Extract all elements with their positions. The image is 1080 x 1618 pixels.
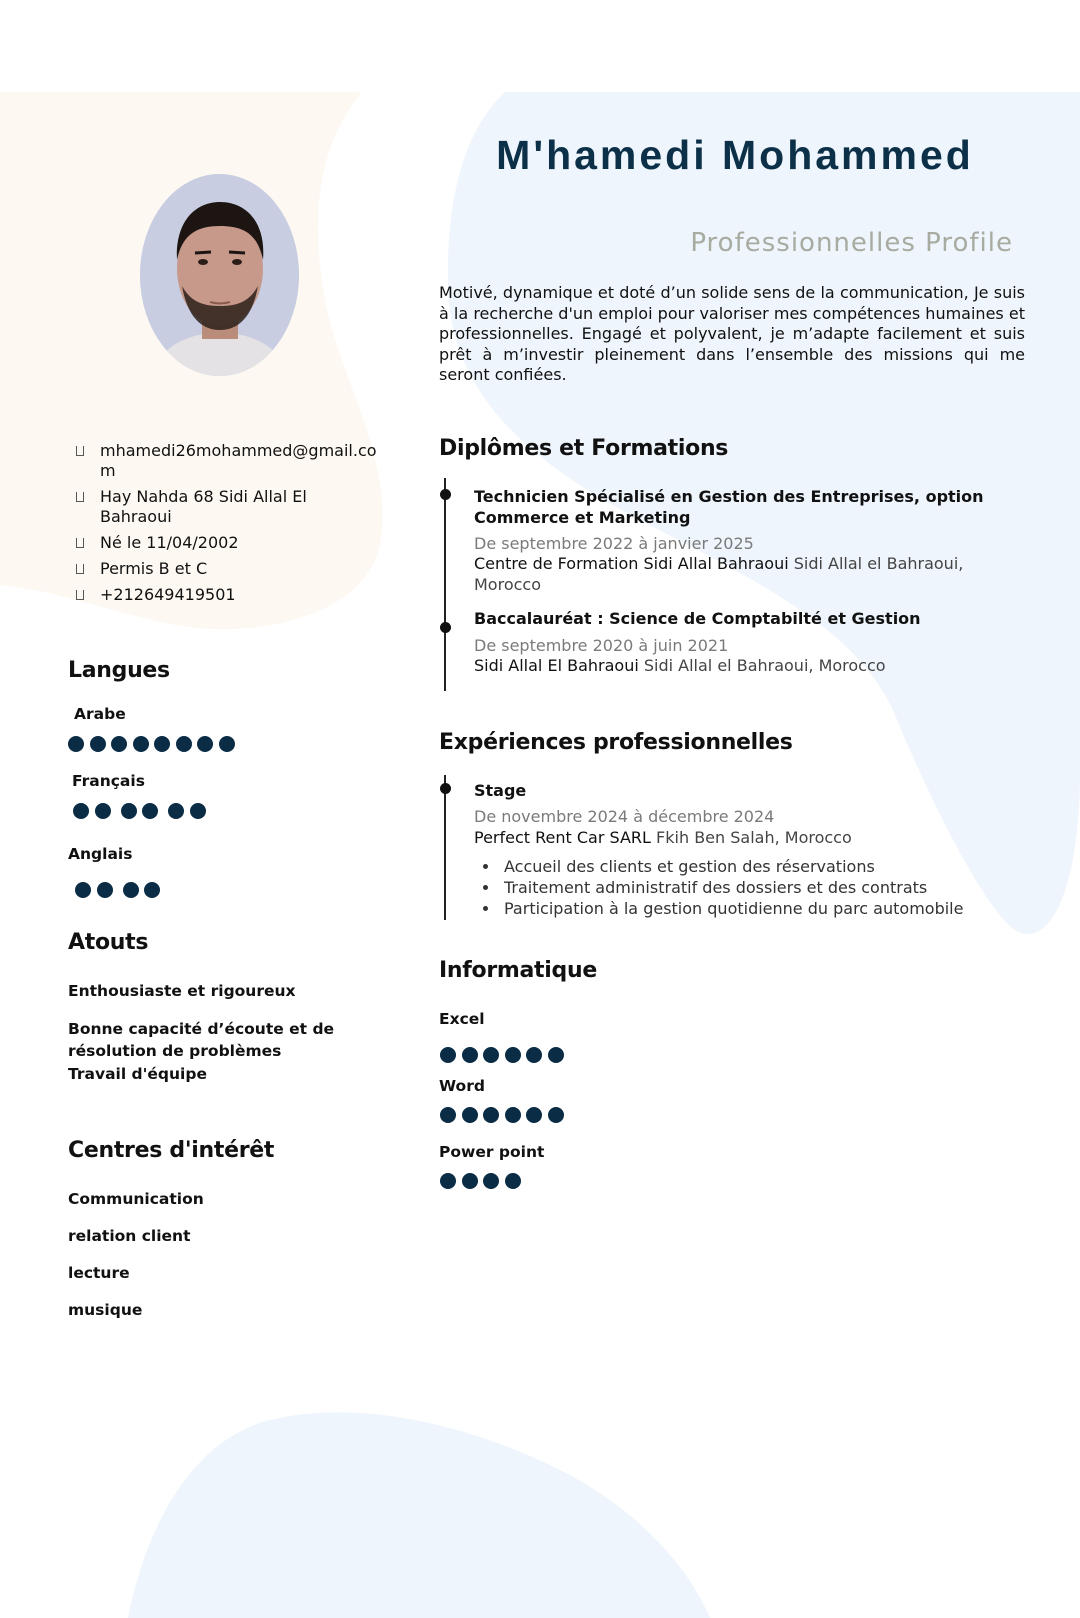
level-dot <box>190 803 206 819</box>
skill-level-word <box>440 1107 569 1123</box>
level-dot <box>462 1173 478 1189</box>
job-place <box>474 828 994 849</box>
phone-icon <box>76 590 84 600</box>
level-dot <box>548 1107 564 1123</box>
timeline-dot <box>440 622 451 633</box>
level-dot <box>176 736 192 752</box>
blue-blob-bottom <box>128 1412 710 1618</box>
phone-text: +212649419501 <box>100 585 236 604</box>
profile-title: Professionnelles Profile <box>690 228 1013 258</box>
contact-address <box>72 487 377 527</box>
language-name: Français <box>72 772 145 790</box>
degree-place <box>474 656 994 677</box>
skill-level-powerpoint <box>440 1173 526 1189</box>
level-dot <box>68 736 84 752</box>
job-date: De novembre 2024 à décembre 2024 <box>474 807 775 826</box>
level-dot <box>75 882 91 898</box>
skill-level-excel <box>440 1047 569 1063</box>
degree-date: De septembre 2022 à janvier 2025 <box>474 534 754 553</box>
school-location: Sidi Allal el Bahraoui, Morocco <box>643 656 886 675</box>
contact-info <box>72 441 377 611</box>
company-name: Perfect Rent Car SARL <box>474 828 651 847</box>
level-dot <box>505 1107 521 1123</box>
atout-item: Enthousiaste et rigoureux <box>68 982 296 1000</box>
level-dot <box>197 736 213 752</box>
level-dot <box>168 803 184 819</box>
license-icon <box>76 564 84 574</box>
level-dot <box>440 1047 456 1063</box>
level-dot <box>133 736 149 752</box>
level-dot <box>483 1107 499 1123</box>
birth-text: Né le 11/04/2002 <box>100 533 239 552</box>
atout-item: Travail d'équipe <box>68 1065 207 1083</box>
school-name: Centre de Formation Sidi Allal Bahraoui <box>474 554 789 573</box>
school-location: Sidi Allal el Bahraoui, Morocco <box>474 554 964 594</box>
candidate-name: M'hamedi Mohammed <box>496 132 974 178</box>
level-dot <box>548 1047 564 1063</box>
level-dot <box>73 803 89 819</box>
skill-name: Excel <box>439 1010 485 1028</box>
atouts-title: Atouts <box>68 930 149 955</box>
level-dot <box>144 882 160 898</box>
interests-title: Centres d'intérêt <box>68 1138 275 1163</box>
level-dot <box>111 736 127 752</box>
email-icon <box>76 446 84 456</box>
informatique-title: Informatique <box>439 958 597 983</box>
level-dot <box>219 736 235 752</box>
interest-item: musique <box>68 1301 143 1319</box>
level-dot <box>154 736 170 752</box>
email-text: mhamedi26mohammed@gmail.com <box>100 441 377 480</box>
job-title: Stage <box>474 781 527 800</box>
interest-item: lecture <box>68 1264 130 1282</box>
task-item: • Accueil des clients et gestion des réservations <box>500 856 1060 877</box>
atout-item: Bonne capacité d’écoute et de résolution de problèmes <box>68 1020 335 1060</box>
language-level-anglais <box>75 882 170 898</box>
location-icon <box>76 492 84 502</box>
level-dot <box>95 803 111 819</box>
level-dot <box>90 736 106 752</box>
languages-title: Langues <box>68 658 170 683</box>
degree-title: Technicien Spécialisé en Gestion des Entreprises, option Commerce et Marketing <box>474 487 984 527</box>
address-text: Hay Nahda 68 Sidi Allal El Bahraoui <box>100 487 307 526</box>
timeline-dot <box>440 783 451 794</box>
language-level-arabe <box>68 736 240 752</box>
level-dot <box>123 882 139 898</box>
level-dot <box>97 882 113 898</box>
level-dot <box>526 1047 542 1063</box>
task-item: • Participation à la gestion quotidienne du parc automobile <box>500 898 1060 919</box>
contact-phone[interactable] <box>72 585 377 605</box>
skill-name: Power point <box>439 1143 545 1161</box>
degree-date: De septembre 2020 à juin 2021 <box>474 636 729 655</box>
interest-item: relation client <box>68 1227 191 1245</box>
company-location: Fkih Ben Salah, Morocco <box>656 828 852 847</box>
level-dot <box>462 1107 478 1123</box>
job-tasks <box>478 856 1060 919</box>
language-name: Arabe <box>74 705 126 723</box>
timeline-dot <box>440 489 451 500</box>
level-dot <box>483 1173 499 1189</box>
level-dot <box>440 1173 456 1189</box>
degree-title: Baccalauréat : Science de Comptabilté et Gestion <box>474 609 921 628</box>
contact-birth <box>72 533 377 553</box>
level-dot <box>526 1107 542 1123</box>
education-title: Diplômes et Formations <box>439 436 729 461</box>
level-dot <box>121 803 137 819</box>
license-text: Permis B et C <box>100 559 208 578</box>
contact-email[interactable] <box>72 441 377 481</box>
level-dot <box>440 1107 456 1123</box>
language-name: Anglais <box>68 845 133 863</box>
birthday-icon <box>76 538 84 548</box>
contact-license <box>72 559 377 579</box>
level-dot <box>483 1047 499 1063</box>
degree-place <box>474 554 994 595</box>
profile-summary: Motivé, dynamique et doté d’un solide sens de la communication, Je suis à la recherche d'un emploi pour valoriser mes compétences humaines et professionnelles. Engagé et polyvalent, je m’adapte facilement et suis prêt à m’investir pleinement dans l’ensemble des missions qui me seront confiées. <box>439 283 1025 384</box>
profile-photo <box>140 174 299 376</box>
experience-title: Expériences professionnelles <box>439 730 793 755</box>
task-item: • Traitement administratif des dossiers et des contrats <box>500 877 1060 898</box>
level-dot <box>505 1047 521 1063</box>
level-dot <box>142 803 158 819</box>
skill-name: Word <box>439 1077 485 1095</box>
level-dot <box>462 1047 478 1063</box>
language-level-francais <box>73 803 216 819</box>
interest-item: Communication <box>68 1190 204 1208</box>
level-dot <box>505 1173 521 1189</box>
school-name: Sidi Allal El Bahraoui <box>474 656 639 675</box>
education-timeline <box>444 478 446 691</box>
experience-timeline <box>444 775 446 920</box>
